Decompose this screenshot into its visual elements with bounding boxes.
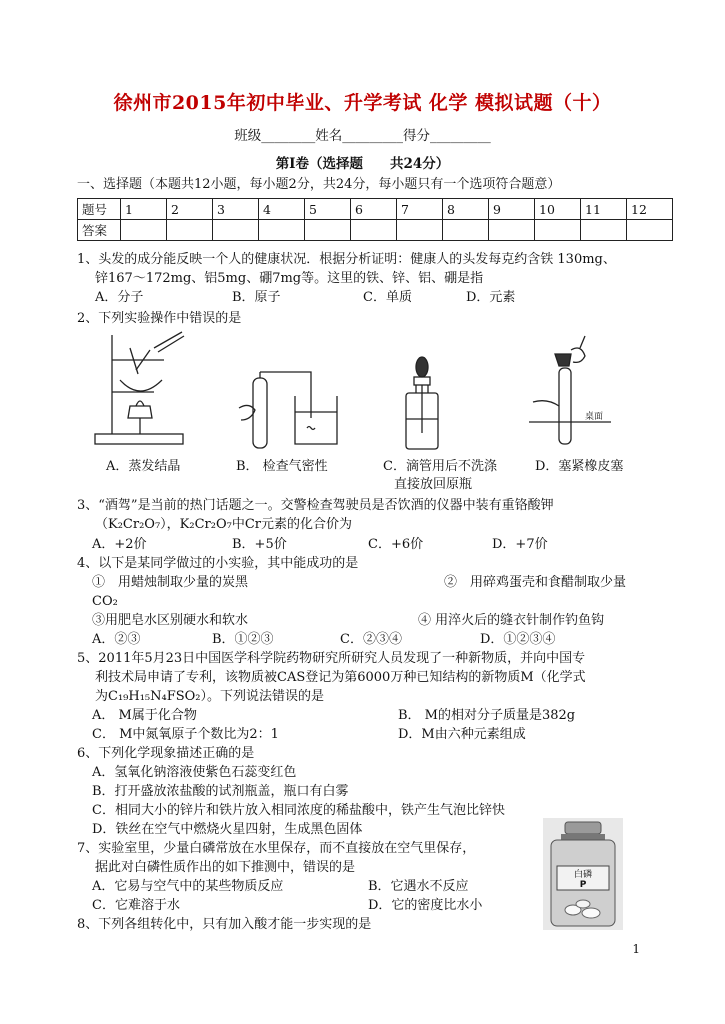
q6-option-c: C．相同大小的锌片和铁片放入相同浓度的稀盐酸中，铁产生气泡比锌快 (92, 803, 505, 818)
q4-statement-2-cont: CO₂ (92, 594, 118, 609)
table-cell-number: 3 (213, 199, 259, 220)
answer-table-answer-row (78, 220, 673, 241)
answer-cell[interactable] (213, 220, 259, 241)
page-title: 徐州市2015年初中毕业、升学考试 化学 模拟试题（十） (113, 92, 612, 114)
student-info-fields: 班级________姓名_________得分_________ (234, 128, 491, 144)
answer-table (77, 198, 673, 241)
q2-option-c-line2: 直接放回原瓶 (394, 477, 473, 492)
q1-option-a: A．分子 (95, 290, 144, 305)
instructions: 一、选择题（本题共12小题，每小题2分，共24分，每小题只有一个选项符合题意） (77, 177, 561, 192)
jar-label-symbol: P (579, 880, 587, 890)
q3-stem-line1: 3、“酒驾”是当前的热门话题之一。交警检查驾驶员是否饮酒的仪器中装有重铬酸钾 (77, 498, 554, 513)
q5-stem-line1: 5、2011年5月23日中国医学科学院药物研究所研究人员发现了一种新物质，并向中国专 (77, 651, 586, 666)
page-number: 1 (632, 942, 640, 956)
q5-option-a: A． M属于化合物 (92, 708, 197, 723)
table-cell-number: 10 (535, 199, 581, 220)
table-cell-number: 7 (397, 199, 443, 220)
q4-option-a: A．②③ (92, 632, 141, 647)
table-cell-number: 9 (489, 199, 535, 220)
dropper-bottle-figure (398, 355, 448, 453)
q7-option-c: C．它难溶于水 (92, 898, 180, 913)
q2-option-a: A．蒸发结晶 (106, 459, 181, 474)
q5-stem-line3: 为C₁₉H₁₅N₄FSO₂）。下列说法错误的是 (95, 689, 325, 704)
q6-stem: 6、下列化学现象描述正确的是 (77, 746, 255, 761)
q7-option-d: D．它的密度比水小 (368, 898, 483, 913)
q3-option-c: C．+6价 (368, 537, 424, 552)
answer-cell[interactable] (305, 220, 351, 241)
q7-option-b: B．它遇水不反应 (368, 879, 469, 894)
q3-option-d: D．+7价 (492, 537, 548, 552)
table-cell-number: 8 (443, 199, 489, 220)
q5-option-b: B． M的相对分子质量是382g (398, 708, 576, 723)
evaporation-apparatus-figure (92, 330, 197, 450)
table-cell-number: 1 (121, 199, 167, 220)
q4-statement-1: ① 用蜡烛制取少量的炭黑 (92, 575, 249, 590)
row-label-answer: 答案 (78, 220, 121, 241)
q1-option-c: C．单质 (363, 290, 412, 305)
table-cell-number: 2 (167, 199, 213, 220)
q3-option-b: B．+5价 (232, 537, 287, 552)
airtightness-check-figure (235, 366, 345, 451)
section-heading: 第Ⅰ卷（选择题 共24分） (275, 156, 450, 172)
q2-option-c: C．滴管用后不洗涤 (383, 459, 497, 474)
table-label: 桌面 (585, 412, 604, 422)
table-cell-number: 6 (351, 199, 397, 220)
q4-statement-2: ② 用碎鸡蛋壳和食醋制取少量 (444, 575, 627, 590)
q4-option-d: D．①②③④ (480, 632, 556, 647)
q5-option-c: C． M中氮氧原子个数比为2：1 (92, 727, 279, 742)
row-label-number: 题号 (78, 199, 121, 220)
q6-option-a: A．氢氧化钠溶液使紫色石蕊变红色 (92, 765, 297, 780)
q6-option-d: D．铁丝在空气中燃烧火星四射，生成黑色固体 (92, 822, 363, 837)
rubber-stopper-figure (525, 332, 615, 447)
q1-option-d: D．元素 (466, 290, 516, 305)
answer-cell[interactable] (581, 220, 627, 241)
q4-option-c: C．②③④ (340, 632, 402, 647)
q1-stem-line1: 1、头发的成分能反映一个人的健康状况．根据分析证明：健康人的头发每克约含铁 130mg、 (77, 252, 616, 267)
q4-statement-3: ③用肥皂水区别硬水和软水 (92, 613, 249, 628)
q2-option-d: D．塞紧橡皮塞 (535, 459, 624, 474)
q7-option-a: A．它易与空气中的某些物质反应 (92, 879, 284, 894)
q5-stem-line2: 利技术局申请了专利，该物质被CAS登记为第6000万种已知结构的新物质M（化学式 (95, 670, 586, 685)
table-cell-number: 4 (259, 199, 305, 220)
q3-option-a: A．+2价 (92, 537, 147, 552)
answer-cell[interactable] (627, 220, 673, 241)
answer-cell[interactable] (259, 220, 305, 241)
answer-cell[interactable] (121, 220, 167, 241)
q2-option-b: B． 检查气密性 (236, 459, 328, 474)
answer-cell[interactable] (535, 220, 581, 241)
answer-cell[interactable] (489, 220, 535, 241)
table-cell-number: 12 (627, 199, 673, 220)
q7-stem-line1: 7、实验室里，少量白磷常放在水里保存，而不直接放在空气里保存， (77, 841, 476, 856)
q4-stem: 4、以下是某同学做过的小实验，其中能成功的是 (77, 556, 359, 571)
answer-cell[interactable] (167, 220, 213, 241)
q4-statement-4: ④ 用淬火后的缝衣针制作钓鱼钩 (418, 613, 605, 628)
q5-option-d: D．M由六种元素组成 (398, 727, 526, 742)
q8-stem: 8、下列各组转化中，只有加入酸才能一步实现的是 (77, 917, 372, 932)
answer-cell[interactable] (397, 220, 443, 241)
q2-stem: 2、下列实验操作中错误的是 (77, 311, 242, 326)
white-phosphorus-jar-photo (543, 818, 623, 930)
q4-option-b: B．①②③ (212, 632, 274, 647)
q1-stem-line2: 锌167～172mg、铝5mg、硼7mg等。这里的铁、锌、铝、硼是指 (95, 271, 484, 286)
jar-label-name: 白磷 (573, 870, 593, 880)
answer-cell[interactable] (351, 220, 397, 241)
table-cell-number: 11 (581, 199, 627, 220)
table-cell-number: 5 (305, 199, 351, 220)
q7-stem-line2: 据此对白磷性质作出的如下推测中，错误的是 (95, 860, 356, 875)
q1-option-b: B．原子 (232, 290, 281, 305)
answer-table-number-row (78, 199, 673, 220)
q3-stem-line2: （K₂Cr₂O₇），K₂Cr₂O₇中Cr元素的化合价为 (95, 517, 352, 532)
answer-cell[interactable] (443, 220, 489, 241)
q6-option-b: B．打开盛放浓盐酸的试剂瓶盖，瓶口有白雾 (92, 784, 349, 799)
